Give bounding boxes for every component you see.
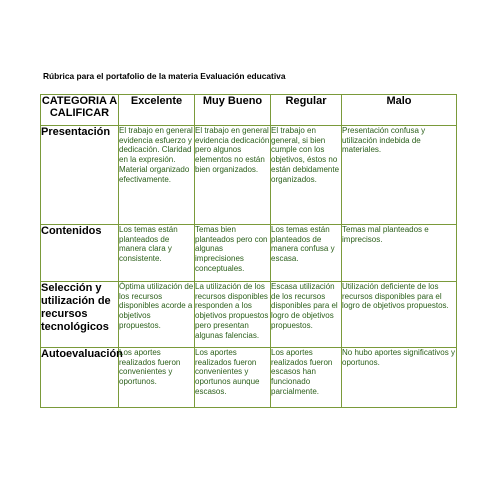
table-row (41, 225, 457, 282)
table-cell: El trabajo en general, si bien cumple con los objetivos, éstos no están debidamente organizados. (271, 126, 342, 225)
table-cell: Los aportes realizados fueron convenientes y oportunos. (119, 348, 195, 408)
header-muy-bueno: Muy Bueno (195, 95, 271, 126)
header-malo: Malo (342, 95, 457, 126)
rubric-table (40, 94, 457, 408)
row-category-contenidos: Contenidos (41, 225, 119, 282)
header-excelente: Excelente (119, 95, 195, 126)
table-cell: No hubo aportes significativos y oportunos. (342, 348, 457, 408)
table-cell: Los temas están planteados de manera confusa y escasa. (271, 225, 342, 282)
table-row (41, 282, 457, 348)
table-cell: Los aportes realizados fueron convenientes y oportunos aunque escasos. (195, 348, 271, 408)
document-title: Rúbrica para el portafolio de la materia Evaluación educativa (43, 71, 286, 81)
table-cell: El trabajo en general evidencia dedicación pero algunos elementos no están bien organizados. (195, 126, 271, 225)
table-cell: El trabajo en general evidencia esfuerzo y dedicación. Claridad en la expresión. Material organizado efectivamente. (119, 126, 195, 225)
table-row (41, 348, 457, 408)
header-category: CATEGORIA A CALIFICAR (41, 95, 119, 126)
table-cell: Utilización deficiente de los recursos disponibles para el logro de objetivos propuestos. (342, 282, 457, 348)
row-category-recursos: Selección y utilización de recursos tecnológicos (41, 282, 119, 348)
table-cell: Temas bien planteados pero con algunas imprecisiones conceptuales. (195, 225, 271, 282)
table-cell: Escasa utilización de los recursos disponibles para el logro de objetivos propuestos. (271, 282, 342, 348)
table-cell: La utilización de los recursos disponibles responden a los objetivos propuestos pero presentan algunas falencias. (195, 282, 271, 348)
header-regular: Regular (271, 95, 342, 126)
table-cell: Los temas están planteados de manera clara y consistente. (119, 225, 195, 282)
header-row (41, 95, 457, 126)
row-category-presentacion: Presentación (41, 126, 119, 225)
table-cell: Los aportes realizados fueron escasos han funcionado parcialmente. (271, 348, 342, 408)
table-row (41, 126, 457, 225)
row-category-autoevaluacion: Autoevaluación (41, 348, 119, 408)
table-cell: Temas mal planteados e imprecisos. (342, 225, 457, 282)
table-cell: Presentación confusa y utilización indebida de materiales. (342, 126, 457, 225)
table-cell: Óptima utilización de los recursos disponibles acorde a objetivos propuestos. (119, 282, 195, 348)
